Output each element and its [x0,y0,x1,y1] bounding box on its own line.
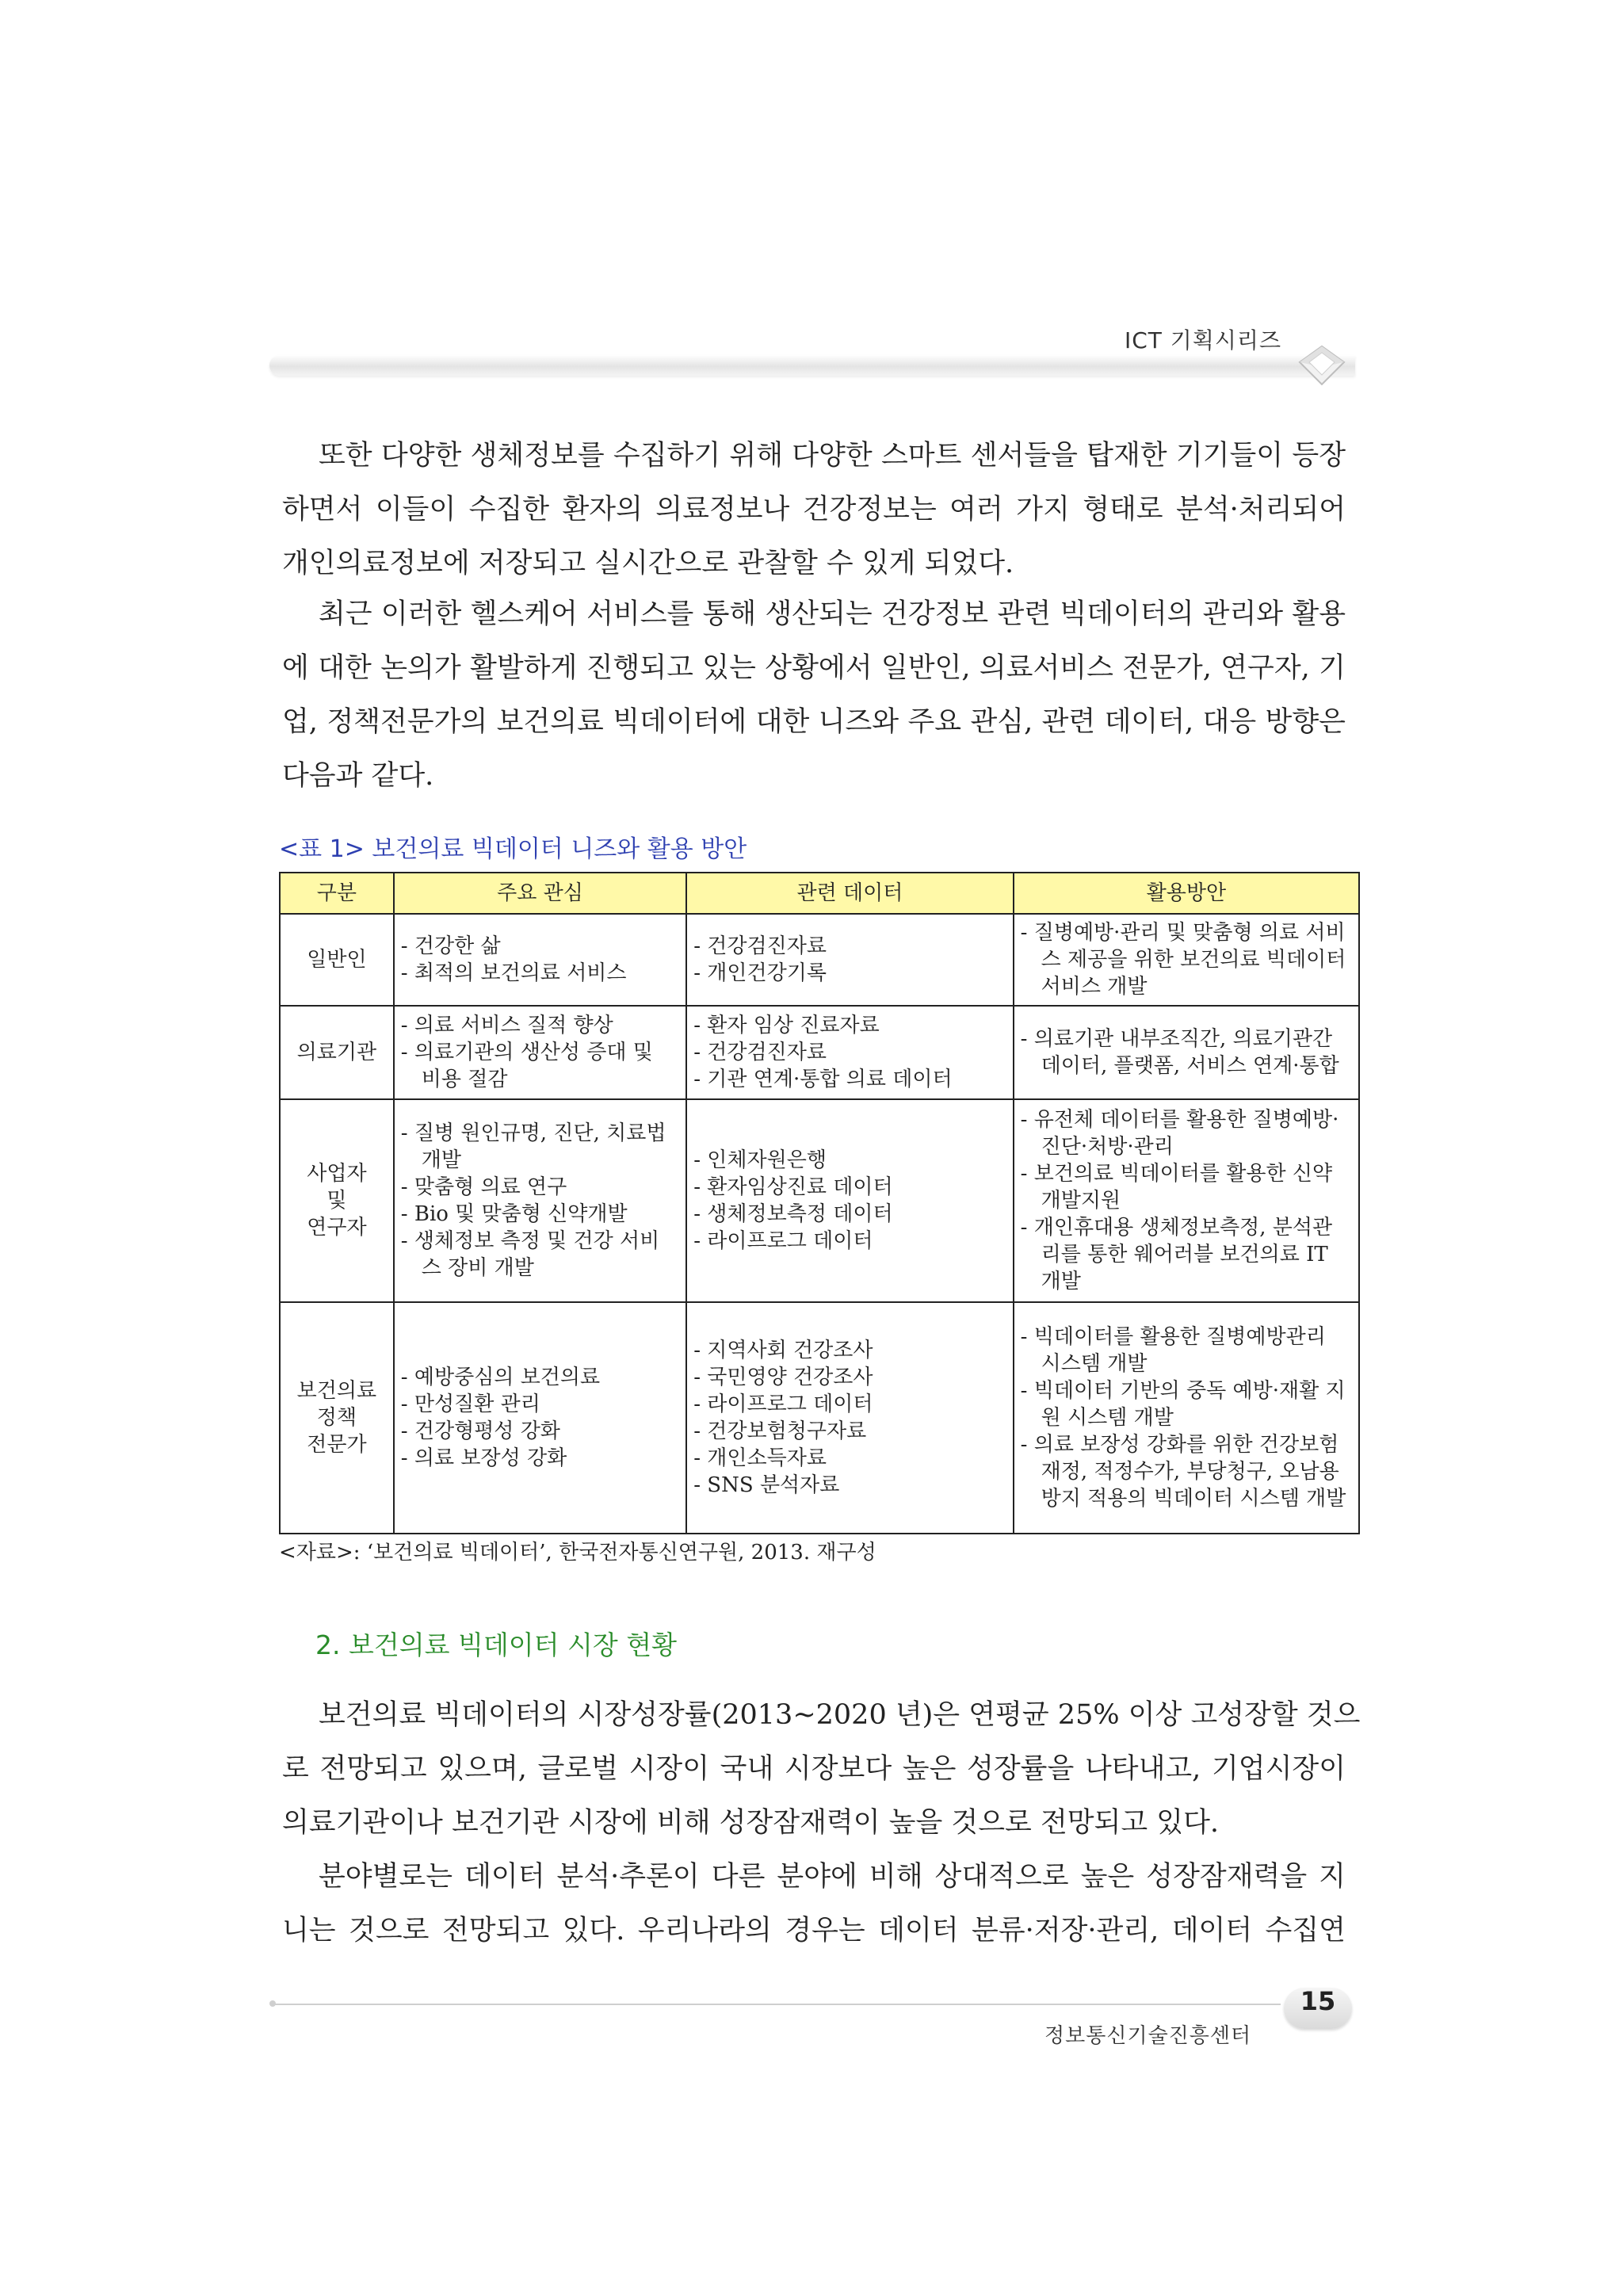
list-item: - 개인건강기록 [693,961,827,985]
section-paragraph-2 [282,1850,1346,1958]
list-item: - 최적의 보건의료 서비스 [400,961,627,985]
list-item: - 건강검진자료 [693,934,827,958]
intro-paragraph-2 [282,587,1346,803]
needs-table [279,872,1360,1534]
interests-cell [394,1006,686,1099]
category-label: 전문가 [307,1433,367,1457]
text-line: 하면서 이들이 수집한 환자의 의료정보나 건강정보는 여러 가지 형태로 분석·처리되어 [282,494,1346,525]
usage-cell [1014,1302,1359,1534]
text-line: 보건의료 빅데이터의 시장성장률(2013~2020 년)은 연평균 25% 이상 고성장할 것으 [319,1699,1361,1731]
text-line: 로 전망되고 있으며, 글로벌 시장이 국내 시장보다 높은 성장률을 나타내고, 기업시장이 [282,1753,1346,1785]
column-header: 관련 데이터 [686,873,1013,914]
text-line: 다음과 같다. [282,760,434,792]
series-title: ICT 기획시리즈 [1124,327,1281,353]
text-line: 또한 다양한 생체정보를 수집하기 위해 다양한 스마트 센서들을 탑재한 기기들이 등장 [319,440,1346,472]
category-cell [280,1302,394,1534]
table-header-row [280,873,1359,914]
list-item: - 의료 서비스 질적 향상 [400,1014,613,1037]
usage-cell [1014,1099,1359,1302]
table-row [280,1302,1359,1534]
list-item: - 건강형평성 강화 [400,1419,560,1443]
list-item: - 예방중심의 보건의료 [400,1366,601,1389]
data-cell [686,1099,1013,1302]
organization-name: 정보통신기술진흥센터 [1044,2024,1252,2048]
list-item: - 의료기관 내부조직간, 의료기관간 데이터, 플랫폼, 서비스 연계·통합 [1020,1027,1339,1078]
text-line: 분야별로는 데이터 분석·추론이 다른 분야에 비해 상대적으로 높은 성장잠재력을 지 [319,1861,1346,1893]
usage-cell [1014,1006,1359,1099]
diamond-ornament-icon [1296,343,1347,388]
interests-cell [394,914,686,1006]
category-cell [280,914,394,1006]
list-item: - 환자 임상 진료자료 [693,1014,880,1037]
column-header: 활용방안 [1014,873,1359,914]
list-item: - Bio 및 맞춤형 신약개발 [400,1202,628,1226]
list-item: - 라이프로그 데이터 [693,1392,873,1416]
header-band [269,355,1355,376]
list-item: - 지역사회 건강조사 [693,1339,873,1362]
column-header: 구분 [280,873,394,914]
table-row [280,914,1359,1006]
data-cell [686,914,1013,1006]
interests-cell [394,1099,686,1302]
section-heading: 2. 보건의료 빅데이터 시장 현황 [315,1629,677,1660]
table-row [280,1006,1359,1099]
list-item: - 빅데이터 기반의 중독 예방·재활 지원 시스템 개발 [1020,1379,1346,1430]
usage-cell [1014,914,1359,1006]
category-cell [280,1099,394,1302]
list-item: - 의료 보장성 강화 [400,1446,567,1470]
list-item: - 빅데이터를 활용한 질병예방관리 시스템 개발 [1020,1325,1326,1376]
text-line: 업, 정책전문가의 보건의료 빅데이터에 대한 니즈와 주요 관심, 관련 데이터, 대응 방향은 [282,706,1346,738]
category-label: 보건의료 [296,1379,377,1403]
list-item: - 만성질환 관리 [400,1392,540,1416]
list-item: - 개인소득자료 [693,1446,827,1470]
category-label: 연구자 [307,1216,367,1240]
list-item: - 환자임상진료 데이터 [693,1175,893,1199]
text-line: 니는 것으로 전망되고 있다. 우리나라의 경우는 데이터 분류·저장·관리, 데이터 수집연 [282,1915,1346,1946]
list-item: - 기관 연계·통합 의료 데이터 [693,1068,953,1091]
list-item: - SNS 분석자료 [693,1473,840,1497]
list-item: - 라이프로그 데이터 [693,1229,873,1253]
column-header: 주요 관심 [394,873,686,914]
list-item: - 의료 보장성 강화를 위한 건강보험 재정, 적정수가, 부당청구, 오남용 방지 적용의 빅데이터 시스템 개발 [1020,1433,1346,1511]
list-item: - 맞춤형 의료 연구 [400,1175,567,1199]
table-source-note: <자료>: ‘보건의료 빅데이터’, 한국전자통신연구원, 2013. 재구성 [279,1541,876,1564]
category-label: 및 [327,1189,347,1213]
category-label: 정책 [316,1406,357,1430]
list-item: - 건강한 삶 [400,934,501,958]
data-cell [686,1006,1013,1099]
data-cell [686,1302,1013,1534]
list-item: - 건강보험청구자료 [693,1419,867,1443]
category-label: 일반인 [307,948,367,972]
text-line: 의료기관이나 보건기관 시장에 비해 성장잠재력이 높을 것으로 전망되고 있다. [282,1807,1220,1839]
list-item: - 국민영양 건강조사 [693,1366,873,1389]
list-item: - 의료기관의 생산성 증대 및 비용 절감 [400,1041,653,1091]
footer-rule [274,2004,1281,2005]
section-paragraph-1 [282,1688,1361,1850]
category-cell [280,1006,394,1099]
intro-paragraph-1 [282,429,1346,590]
list-item: - 개인휴대용 생체정보측정, 분석관리를 통한 웨어러블 보건의료 IT 개발 [1020,1216,1333,1293]
category-label: 의료기관 [296,1041,377,1064]
list-item: - 질병 원인규명, 진단, 치료법 개발 [400,1121,666,1172]
list-item: - 보건의료 빅데이터를 활용한 신약 개발지원 [1020,1162,1333,1213]
table-row [280,1099,1359,1302]
list-item: - 인체자원은행 [693,1148,827,1172]
page-number: 15 [1300,1986,1336,2016]
category-label: 사업자 [307,1162,367,1186]
list-item: - 생체정보측정 데이터 [693,1202,893,1226]
list-item: - 유전체 데이터를 활용한 질병예방·진단·처방·관리 [1020,1108,1339,1159]
list-item: - 생체정보 측정 및 건강 서비스 장비 개발 [400,1229,660,1280]
interests-cell [394,1302,686,1534]
list-item: - 건강검진자료 [693,1041,827,1064]
text-line: 최근 이러한 헬스케어 서비스를 통해 생산되는 건강정보 관련 빅데이터의 관리와 활용 [319,598,1346,630]
list-item: - 질병예방·관리 및 맞춤형 의료 서비스 제공을 위한 보건의료 빅데이터 서비스 개발 [1020,921,1346,999]
text-line: 에 대한 논의가 활발하게 진행되고 있는 상황에서 일반인, 의료서비스 전문가, 연구자, 기 [282,652,1346,684]
text-line: 개인의료정보에 저장되고 실시간으로 관찰할 수 있게 되었다. [282,548,1014,579]
table-caption: <표 1> 보건의료 빅데이터 니즈와 활용 방안 [279,835,747,863]
